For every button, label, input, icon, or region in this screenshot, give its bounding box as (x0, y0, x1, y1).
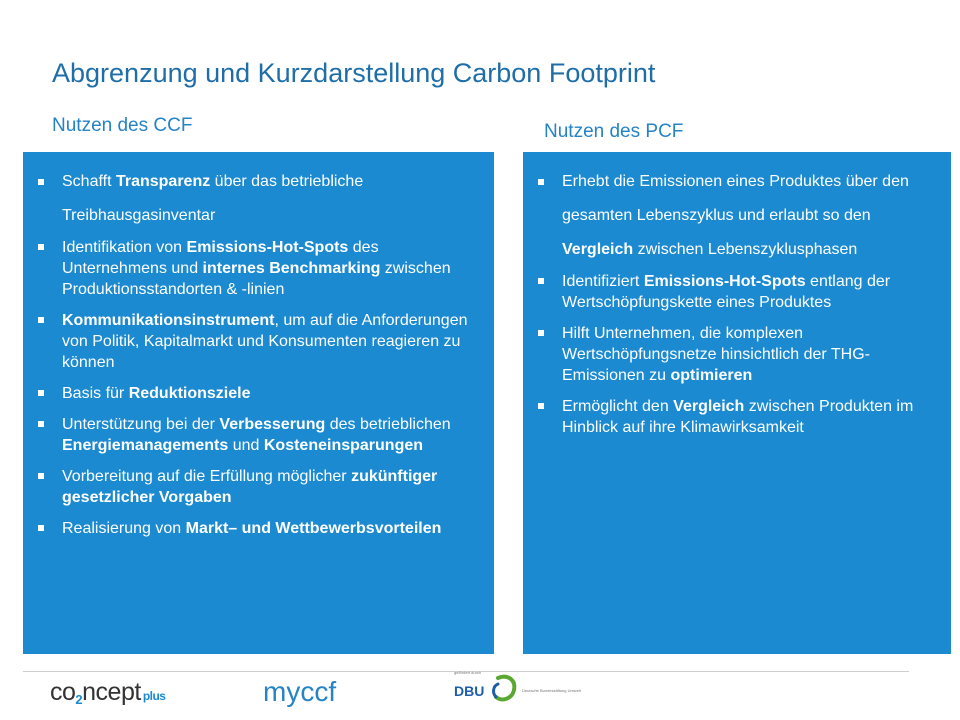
dbu-leaf-icon (496, 677, 514, 700)
emphasis-text: Kosteneinsparungen (263, 437, 424, 454)
coconcept-logo (50, 678, 165, 707)
body-text: entlang der Wertschöpfungskette eines Produktes (562, 273, 891, 311)
emphasis-text: internes Benchmarking (202, 260, 381, 277)
body-text: des Unternehmens und (62, 239, 379, 277)
slide-title: Abgrenzung und Kurzdarstellung Carbon Footprint (52, 58, 656, 88)
dbu-swirl-icon (494, 684, 498, 697)
ccf-bullet (37, 237, 486, 300)
emphasis-text: Transparenz (115, 173, 211, 190)
ccf-bullet (37, 466, 486, 508)
body-text: Hilft Unternehmen, die komplexen Wertschöpfungsnetze hinsichtlich der THG-Emissionen zu (562, 325, 870, 384)
body-text: zwischen Produkten im Hinblick auf ihre Klimawirksamkeit (562, 398, 914, 436)
emphasis-text: optimieren (670, 367, 753, 384)
ccf-bullet (37, 165, 486, 233)
body-text: zwischen Lebenszyklusphasen (633, 241, 858, 258)
pcf-bullet (537, 165, 943, 267)
pcf-bullet-list (537, 165, 943, 438)
body-text: Basis für (62, 385, 129, 402)
ccf-heading: Nutzen des CCF (52, 115, 193, 136)
pcf-bullet (537, 396, 943, 438)
body-text: Unterstützung bei der (62, 416, 220, 433)
ccf-panel (23, 152, 494, 654)
emphasis-text: Kommunikationsinstrument (62, 312, 275, 329)
body-text: Identifiziert (562, 273, 644, 290)
emphasis-text: Energiemanagements (62, 437, 229, 454)
emphasis-text: zukünftiger gesetzlicher Vorgaben (62, 468, 438, 506)
coconcept-sub: 2 (75, 692, 83, 707)
dbu-logo (452, 666, 602, 710)
body-text: Erhebt die Emissionen eines Produktes über den gesamten Lebenszyklus und erlaubt so den (562, 173, 909, 224)
dbu-label: DBU (454, 683, 485, 699)
body-text: , um auf die Anforderungen von Politik, Kapitalmarkt und Konsumenten reagieren zu können (62, 312, 468, 371)
emphasis-text: Reduktionsziele (128, 385, 251, 402)
pcf-bullet (537, 323, 943, 386)
myccf-logo: myccf (263, 676, 337, 707)
body-text: zwischen Produktionsstandorten & -linien (62, 260, 451, 298)
emphasis-text: Markt– und Wettbewerbsvorteilen (185, 520, 442, 537)
body-text: Identifikation von (62, 239, 187, 256)
emphasis-text: Verbesserung (219, 416, 326, 433)
pcf-bullet (537, 271, 943, 313)
ccf-bullet (37, 383, 486, 404)
body-text: Realisierung von (62, 520, 186, 537)
body-text: Schafft (62, 173, 116, 190)
ccf-bullet (37, 310, 486, 373)
emphasis-text: Emissions-Hot-Spots (186, 239, 349, 256)
dbu-small-top: gefördert durch (454, 670, 482, 675)
emphasis-text: Vergleich (562, 241, 634, 258)
pcf-panel (523, 152, 951, 654)
body-text: und (228, 437, 264, 454)
ccf-bullet (37, 518, 486, 539)
dbu-small-right: Deutsche Bundesstiftung Umwelt (522, 688, 581, 693)
emphasis-text: Emissions-Hot-Spots (643, 273, 806, 290)
body-text: des betrieblichen (325, 416, 451, 433)
ccf-bullet-list (37, 165, 486, 539)
coconcept-co: co (50, 678, 76, 706)
body-text: über das betriebliche Treibhausgasinventar (62, 173, 364, 224)
emphasis-text: Vergleich (673, 398, 745, 415)
coconcept-ncept: ncept (82, 678, 141, 706)
body-text: Vorbereitung auf die Erfüllung möglicher (62, 468, 352, 485)
body-text: Ermöglicht den (562, 398, 674, 415)
pcf-heading: Nutzen des PCF (544, 121, 684, 142)
coconcept-plus: plus (142, 689, 166, 703)
ccf-bullet (37, 414, 486, 456)
